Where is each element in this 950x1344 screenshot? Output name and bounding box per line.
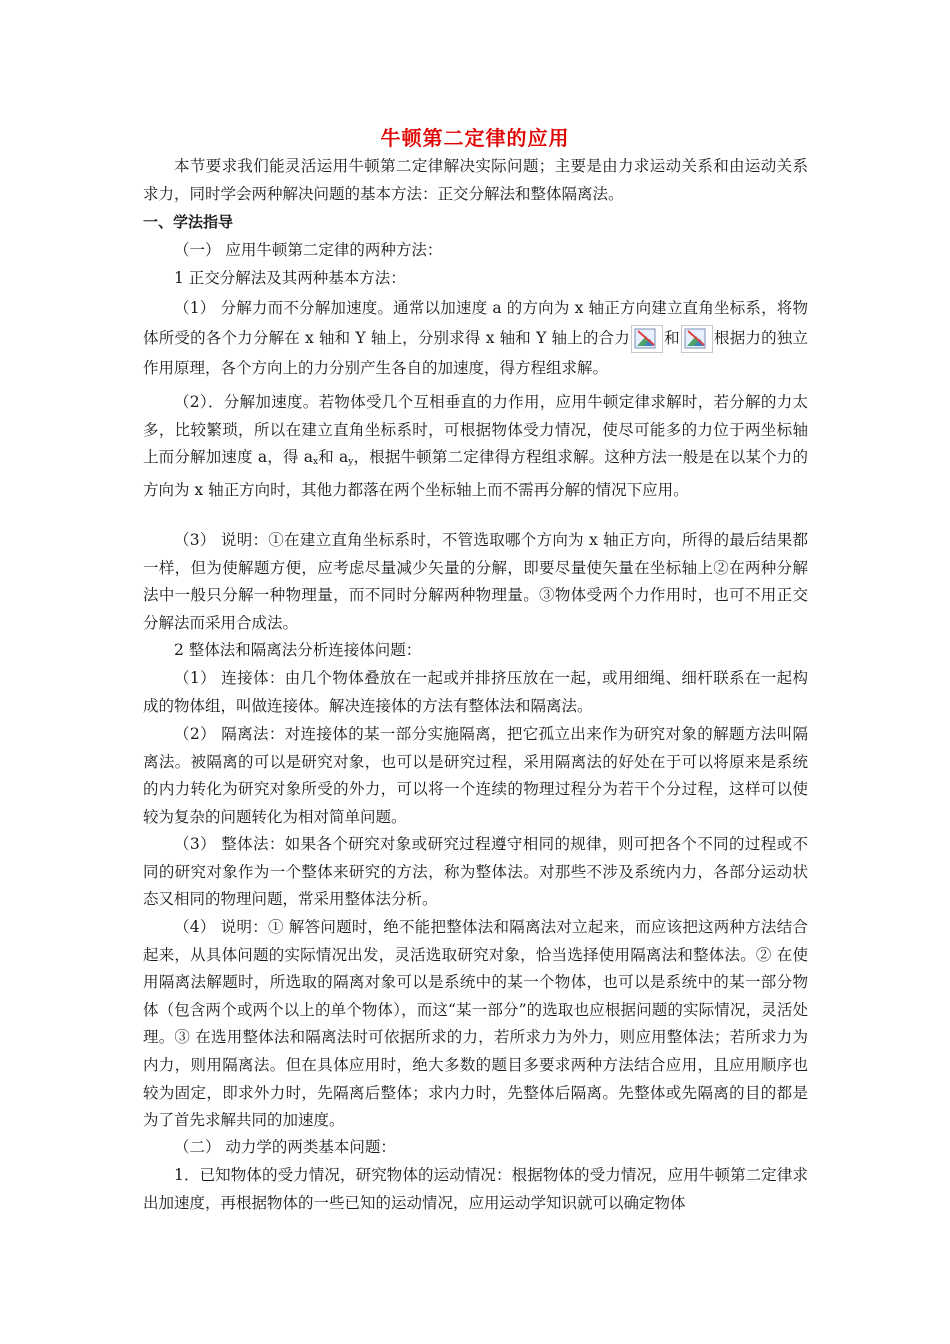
method1-paragraph-1-text-a: （1） 分解力而不分解加速度。通常以加速度 a 的方向为 x 轴正方向建立直角坐标系，将物体所受的各个力分解在 x 轴和 Y 轴上，分别求得 x 轴和 Y 轴上的合力 bbox=[143, 299, 808, 347]
method1-paragraph-2-and: 和 a bbox=[318, 448, 349, 467]
method1-paragraph-1-text-b: 根据力的独立作用原理，各个方向上的力分别产生各自的加速度，得方程组求解。 bbox=[143, 329, 808, 377]
method1-paragraph-1 bbox=[143, 293, 808, 383]
intro-paragraph: 本节要求我们能灵活运用牛顿第二定律解决实际问题；主要是由力求运动关系和由运动关系求力，同时学会两种解决问题的基本方法：正交分解法和整体隔离法。 bbox=[143, 157, 808, 203]
method1-paragraph-2 bbox=[143, 389, 808, 504]
method2-paragraph-4: （4） 说明：① 解答问题时，绝不能把整体法和隔离法对立起来，而应该把这两种方法结合起来，从具体问题的实际情况出发，灵活选取研究对象，恰当选择使用隔离法和整体法。② 在使用隔离法解题时，所选取的隔离对象可以是系统中的某一个物体，也可以是系统中的某一部分物体（包含两个或两个以上的单个物体），而这“某一部分”的选取也应根据问题的实际情况，灵活处理。③ 在选用整体法和隔离法时可依据所求的力，若所求力为外力，则应用整体法；若所求力为内力，则用隔离法。但在具体应用时，绝大多数的题目多要求两种方法结合应用，且应用顺序也较为固定，即求外力时，先隔离后整体；求内力时，先整体后隔离。先整体或先隔离的目的都是为了首先求解共同的加速度。 bbox=[143, 918, 808, 1130]
formula-image-icon bbox=[681, 325, 713, 353]
method1-paragraph-1-and: 和 bbox=[663, 329, 680, 347]
part2-heading: （二） 动力学的两类基本问题： bbox=[174, 1138, 396, 1156]
method2-paragraph-3: （3） 整体法：如果各个研究对象或研究过程遵守相同的规律，则可把各个不同的过程或不同的研究对象作为一个整体来研究的方法，称为整体法。对那些不涉及系统内力，各部分运动状态又相同的物理问题，常采用整体法分析。 bbox=[143, 835, 808, 909]
method1-paragraph-3: （3） 说明：①在建立直角坐标系时，不管选取哪个方向为 x 轴正方向，所得的最后结果都一样，但为使解题方便，应考虑尽量减少矢量的分解，即要尽量使矢量在坐标轴上②在两种分解法中一般只分解一种物理量，而不同时分解两种物理量。③物体受两个力作用时，也可不用正交分解法而采用合成法。 bbox=[143, 531, 808, 632]
method2-heading: 2 整体法和隔离法分析连接体问题： bbox=[174, 641, 422, 659]
method2-paragraph-1: （1） 连接体：由几个物体叠放在一起或并排挤压放在一起，或用细绳、细杆联系在一起构成的物体组，叫做连接体。解决连接体的方法有整体法和隔离法。 bbox=[143, 669, 808, 715]
part2-item-1: 1．已知物体的受力情况，研究物体的运动情况：根据物体的受力情况，应用牛顿第二定律求出加速度，再根据物体的一些已知的运动情况，应用运动学知识就可以确定物体 bbox=[143, 1166, 808, 1212]
formula-image-icon bbox=[631, 325, 663, 353]
part1-heading: （一） 应用牛顿第二定律的两种方法： bbox=[174, 241, 443, 259]
method1-heading: 1 正交分解法及其两种基本方法： bbox=[174, 269, 406, 287]
section-heading-1: 一、学法指导 bbox=[143, 213, 234, 231]
method2-paragraph-2: （2） 隔离法：对连接体的某一部分实施隔离，把它孤立出来作为研究对象的解题方法叫隔离法。被隔离的可以是研究对象，也可以是研究过程，采用隔离法的好处在于可以将原来是系统的内力转化为研究对象所受的外力，可以将一个连续的物理过程分为若干个分过程，这样可以使较为复杂的问题转化为相对简单问题。 bbox=[143, 725, 808, 826]
method1-paragraph-2-text-b: ，根据牛顿第二定律得方程组求解。这种方法一般是在以某个力的方向为 x 轴正方向时，其他力都落在两个坐标轴上而不需再分解的情况下应用。 bbox=[143, 448, 808, 499]
subscript-x: x bbox=[312, 457, 319, 468]
subscript-y: y bbox=[348, 457, 354, 468]
page-title: 牛顿第二定律的应用 bbox=[380, 126, 570, 150]
method1-paragraph-2-text-a: （2）．分解加速度。若物体受几个互相垂直的力作用，应用牛顿定律求解时，若分解的力太多，比较繁琐，所以在建立直角坐标系时，可根据物体受力情况，使尽可能多的力位于两坐标轴上而分解加速度 a，得 a bbox=[143, 393, 808, 467]
